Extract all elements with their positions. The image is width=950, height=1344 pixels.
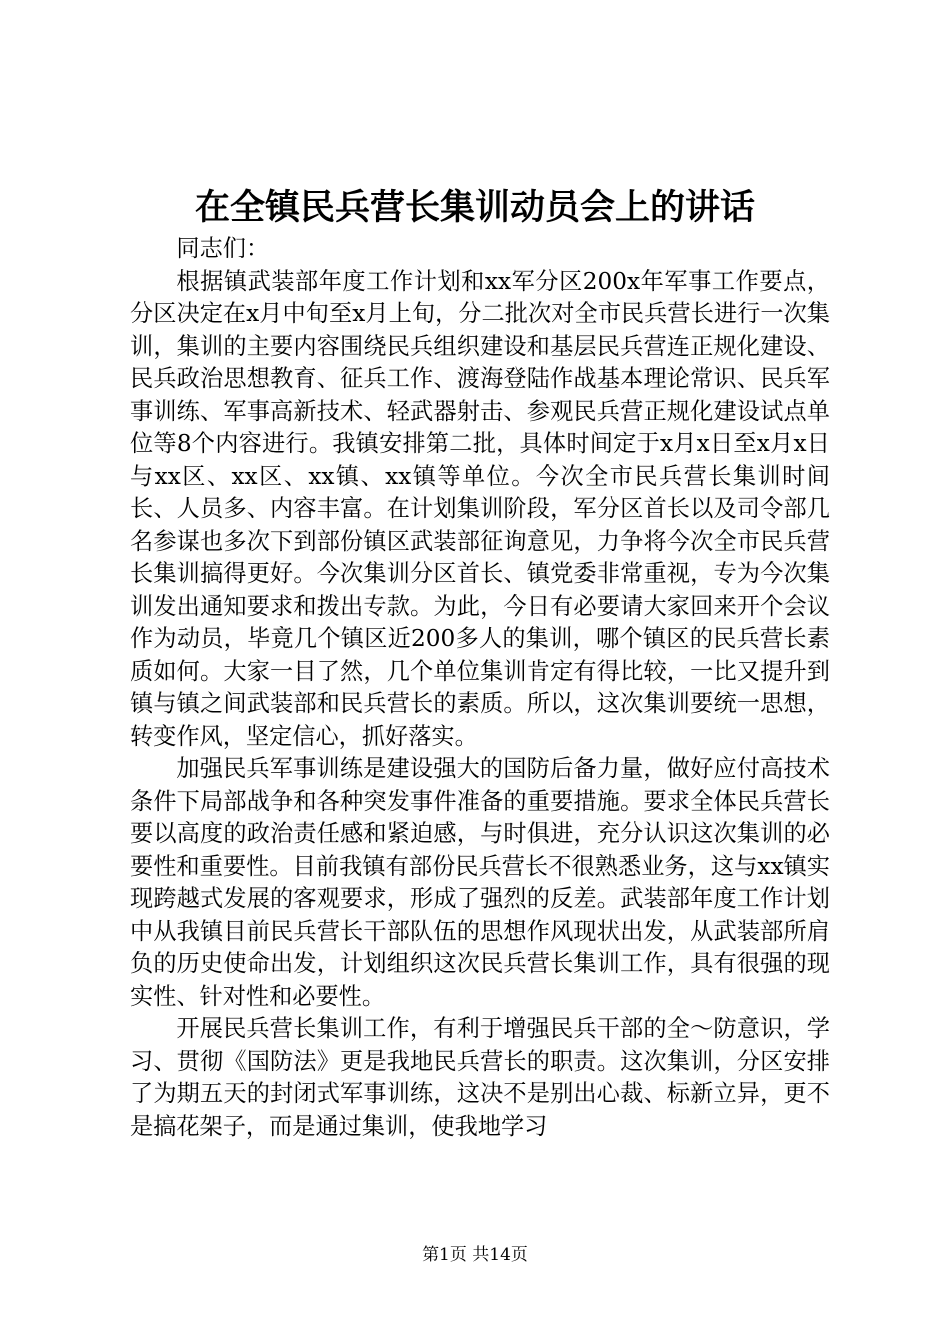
- paragraph-3: 开展民兵营长集训工作，有利于增强民兵干部的全～防意识，学习、贯彻《国防法》更是我地民兵营长的职责。这次集训，分区安排了为期五天的封闭式军事训练，这决不是别出心裁、标新立异，更不是搞花架子，而是通过集训，使我地学习: [130, 1015, 830, 1140]
- document-body: [130, 233, 830, 1143]
- paragraph-2: 加强民兵军事训练是建设强大的国防后备力量，做好应付高技术条件下局部战争和各种突发事件准备的重要措施。要求全体民兵营长要以高度的政治责任感和紧迫感，与时俱进，充分认识这次集训的必要性和重要性。目前我镇有部份民兵营长不很熟悉业务，这与xx镇实现跨越式发展的客观要求，形成了强烈的反差。武装部年度工作计划中从我镇目前民兵营长干部队伍的思想作风现状出发，从武装部所肩负的历史使命出发，计划组织这次民兵营长集训工作，具有很强的现实性、针对性和必要性。: [130, 755, 830, 1010]
- page-footer: 第1页 共14页: [422, 1245, 528, 1265]
- salutation: 同志们：: [176, 235, 270, 262]
- document-title: 在全镇民兵营长集训动员会上的讲话: [194, 187, 755, 228]
- paragraph-1: 根据镇武装部年度工作计划和xx军分区200x年军事工作要点，分区决定在x月中旬至x月上旬，分二批次对全市民兵营长进行一次集训，集训的主要内容围绕民兵组织建设和基层民兵营连正规化建设、民兵政治思想教育、征兵工作、渡海登陆作战基本理论常识、民兵军事训练、军事高新技术、轻武器射击、参观民兵营正规化建设试点单位等8个内容进行。我镇安排第二批，具体时间定于x月x日至x月x日与xx区、xx区、xx镇、xx镇等单位。今次全市民兵营长集训时间长、人员多、内容丰富。在计划集训阶段，军分区首长以及司令部几名参谋也多次下到部份镇区武装部征询意见，力争将今次全市民兵营长集训搞得更好。今次集训分区首长、镇党委非常重视，专为今次集训发出通知要求和拨出专款。为此，今日有必要请大家回来开个会议作为动员，毕竟几个镇区近200多人的集训，哪个镇区的民兵营长素质如何。大家一目了然，几个单位集训肯定有得比较，一比又提升到镇与镇之间武装部和民兵营长的素质。所以，这次集训要统一思想，转变作风，坚定信心，抓好落实。: [130, 267, 830, 750]
